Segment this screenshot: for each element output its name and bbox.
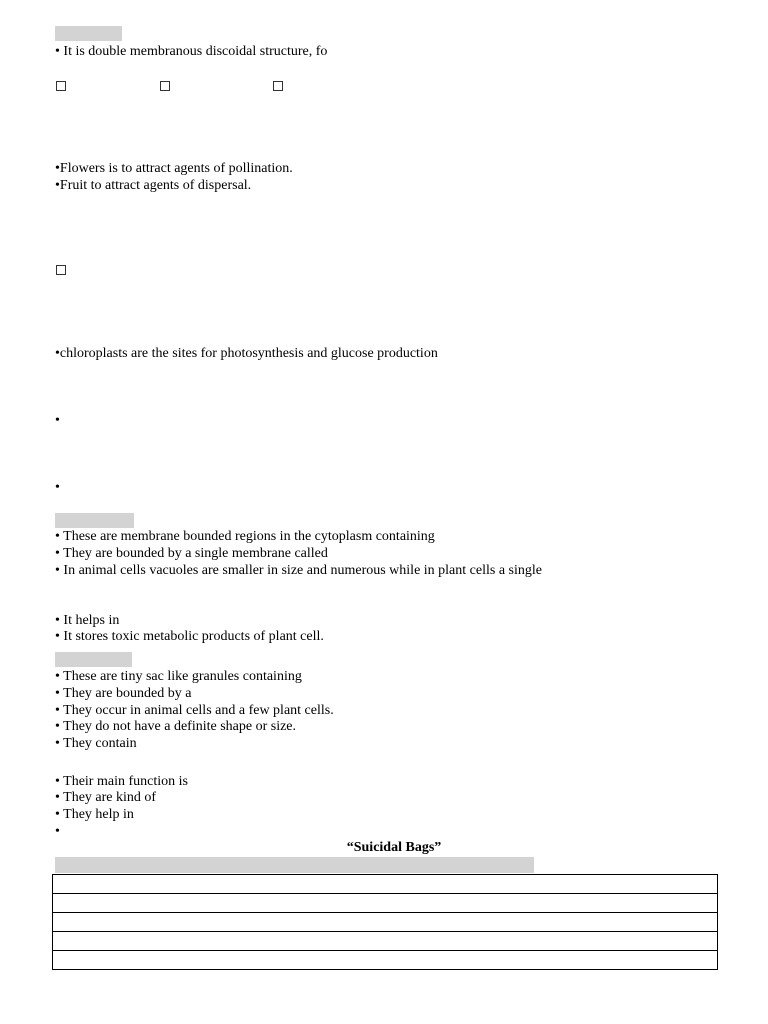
- text-line: • They are bounded by a: [55, 686, 192, 701]
- table-row: [53, 951, 718, 970]
- text-line: • It is double membranous discoidal structure, fo: [55, 44, 328, 59]
- text-line: • They are bounded by a single membrane called: [55, 546, 328, 561]
- table-cell: [53, 894, 718, 913]
- redacted-table-heading: [55, 857, 534, 873]
- table-cell: [53, 932, 718, 951]
- redacted-heading: [55, 513, 134, 528]
- text-line: •: [55, 480, 60, 495]
- redacted-heading: [55, 26, 122, 41]
- table-cell: [53, 913, 718, 932]
- text-line: •chloroplasts are the sites for photosynthesis and glucose production: [55, 346, 438, 361]
- text-line: • They occur in animal cells and a few plant cells.: [55, 703, 334, 718]
- checkbox-icon: [160, 81, 170, 91]
- checkbox-icon: [56, 81, 66, 91]
- table-row: [53, 875, 718, 894]
- checkbox-icon: [273, 81, 283, 91]
- text-line: • Their main function is: [55, 774, 188, 789]
- text-line: • These are membrane bounded regions in the cytoplasm containing: [55, 529, 435, 544]
- text-line: • They contain: [55, 736, 137, 751]
- text-line: • They do not have a definite shape or size.: [55, 719, 297, 734]
- empty-table: [52, 874, 718, 970]
- table-cell: [53, 951, 718, 970]
- text-line: •Flowers is to attract agents of pollination.: [55, 161, 293, 176]
- text-line: • They help in: [55, 807, 134, 822]
- text-line: • It helps in: [55, 613, 120, 628]
- table-row: [53, 913, 718, 932]
- table-row: [53, 894, 718, 913]
- text-line: •Fruit to attract agents of dispersal.: [55, 178, 252, 193]
- text-line: • It stores toxic metabolic products of plant cell.: [55, 629, 324, 644]
- redacted-heading: [55, 652, 132, 667]
- text-line: • They are kind of: [55, 790, 157, 805]
- text-line: •: [55, 413, 60, 428]
- text-line: • In animal cells vacuoles are smaller in size and numerous while in plant cells a single: [55, 563, 542, 578]
- checkbox-icon: [56, 265, 66, 275]
- text-line: •: [55, 824, 60, 839]
- table-cell: [53, 875, 718, 894]
- text-line: • These are tiny sac like granules containing: [55, 669, 302, 684]
- table-row: [53, 932, 718, 951]
- table-caption: “Suicidal Bags”: [346, 840, 442, 855]
